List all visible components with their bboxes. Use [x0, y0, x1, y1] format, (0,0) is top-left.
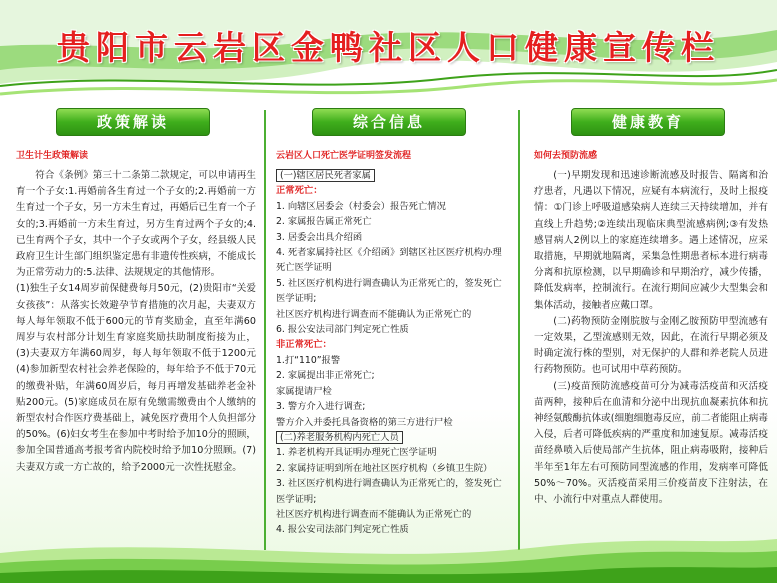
- procedure-step-text: (二)养老服务机构内死亡人员: [276, 431, 403, 444]
- policy-header: 政策解读: [56, 108, 210, 136]
- health-column: [528, 108, 768, 508]
- page-title: 贵阳市云岩区金鸭社区人口健康宣传栏: [57, 28, 720, 67]
- procedure-step: [276, 276, 508, 307]
- procedure-step-text: 1. 养老机构开具证明办理死亡医学证明: [276, 447, 437, 459]
- procedure-list: [276, 168, 508, 538]
- health-paragraph: (三)疫苗预防流感疫苗可分为减毒活疫苗和灭活疫苗两种，接种后在血清和分泌中出现抗血凝素抗体和抗神经氨酸酶抗体或(细胞细胞毒反应，前二者能阻止病毒入侵，后者可降低疾病的严重度和加速复原。减毒活疫苗经鼻喷入后使局部产生抗体，阻止病毒吸附，接种后半年至1年左右可预防同型流感的作用，发病率可降低50%～70%。灭活疫苗采用三价疫苗皮下注射法，在中、小流行中对重点人群使用。: [534, 380, 768, 506]
- procedure-step: [276, 507, 508, 522]
- procedure-step-text: 3. 社区医疗机构进行调查确认为正常死亡的，签发死亡医学证明;: [276, 478, 502, 505]
- info-subtitle: 云岩区人口死亡医学证明签发流程: [276, 151, 412, 161]
- procedure-step: [276, 476, 508, 507]
- procedure-step: [276, 230, 508, 245]
- procedure-step-text: 1. 向辖区居委会（村委会）报告死亡情况: [276, 200, 446, 212]
- procedure-step: [276, 384, 508, 399]
- column-divider: [518, 110, 520, 550]
- procedure-step-text: 非正常死亡：: [276, 339, 332, 351]
- procedure-step: [276, 245, 508, 276]
- info-header: 综合信息: [312, 108, 466, 136]
- procedure-step: [276, 430, 508, 445]
- procedure-step-text: 1.打“110”报警: [276, 354, 341, 366]
- procedure-step: [276, 368, 508, 383]
- health-paragraph: (一)早期发现和迅速诊断流感及时报告、隔离和治疗患者，凡遇以下情况，应疑有本病流行，及时上报疫情：①门诊上呼吸道感染病人连续三天持续增加，并有直线上升趋势;②连续出现临床典型流感病例;③有发热感冒病人2例以上的家庭连续增多。遇上述情况，应采取措施，早期就地隔离，采集急性期患者标本进行病毒分离和抗原检测，以早期确诊和早期治疗，减少传播，降低发病率，控制流行。在流行期间应减少大型集会和集体活动，接触者应戴口罩。: [534, 170, 768, 311]
- procedure-step-text: 2. 家属报告属正常死亡: [276, 216, 372, 228]
- procedure-step-text: 5. 社区医疗机构进行调查确认为正常死亡的，签发死亡医学证明;: [276, 277, 502, 305]
- policy-paragraph: (1)独生子女14周岁前保健费每月50元，(2)贵阳市“关爱女孩孩”：从落实长效避孕节育措施的次月起，夫妻双方每人每年领取不低于600元的节育奖励金，直至年满60周岁与农村部分计划生育家庭奖励扶助制度衔接为止，(3)夫妻双方年满60周岁，每人每年领取不低于1200元(4)参加新型农村社会养老保险的，每年给予不低于70元的缴费补贴，年满60周岁后，每月再增发基础养老金补贴200元。(5)家庭成员在原有免缴需缴费由个人缴纳的新型农村合作医疗费基础上，减免医疗费用个人负担部分的50%。(6)妇女考生在参加中考时给予加10分的照顾，参加全国普通高考报考省内院校时给予加10分照顾。(7)夫妻双方或一方亡故的，给予2000元一次性抚慰金。: [16, 283, 256, 473]
- procedure-step: [276, 445, 508, 460]
- procedure-step-text: 3. 警方介入进行调查;: [276, 401, 366, 413]
- policy-paragraph: 符合《条例》第三十二条第二款规定，可以申请再生育一个子女:1.再婚前各生育过一个子女的;2.再婚前一方生育过一个子女，另一方未生育过，再婚后已生育一个子女的;3.再婚前一方未生育过，另方生育过两个子女的;4.已生育两个子女，其中一个子女或两个子女，经县级人民政府卫生计生部门组织鉴定患有非遗传性疾病，不能成长为正常劳动力的:5.法律、法规规定的其他情形。: [16, 170, 256, 279]
- procedure-step-text: 家属提请尸检: [276, 385, 332, 397]
- info-column: [270, 108, 508, 538]
- column-divider: [264, 110, 266, 550]
- procedure-step-text: 2. 家属持证明到所在地社区医疗机构（乡镇卫生院）: [276, 462, 493, 474]
- procedure-step-text: 社区医疗机构进行调查而不能确认为正常死亡的: [276, 308, 472, 320]
- procedure-step: [276, 337, 508, 352]
- procedure-step: [276, 399, 508, 414]
- procedure-step-text: 正常死亡：: [276, 185, 323, 197]
- procedure-step-text: 警方介入并委托具备资格的第三方进行尸检: [276, 416, 453, 428]
- policy-column: [10, 108, 256, 476]
- procedure-step-text: 6. 报公安法司部门判定死亡性质: [276, 324, 409, 336]
- procedure-step: [276, 307, 508, 322]
- procedure-step-text: 2. 家属提出非正常死亡;: [276, 370, 375, 382]
- procedure-step-text: (一)辖区居民死者家属: [276, 169, 375, 182]
- health-paragraph: (二)药物预防金刚脘胺与金刚乙胺预防甲型流感有一定效果，乙型流感则无效，因此，在流行早期必须及时确定流行株的型别，对无保护的人群和养老院人员进行药物预防。也可试用中草药预防。: [534, 315, 768, 376]
- procedure-step-text: 社区医疗机构进行调查而不能确认为正常死亡的: [276, 508, 472, 520]
- health-header: 健康教育: [571, 108, 725, 136]
- procedure-step: [276, 322, 508, 337]
- procedure-step: [276, 353, 508, 368]
- bottom-wave-decoration: [0, 523, 777, 583]
- procedure-step: [276, 168, 508, 183]
- procedure-step: [276, 461, 508, 476]
- procedure-step: [276, 183, 508, 198]
- procedure-step-text: 4. 死者家属持社区《介绍函》到辖区社区医疗机构办理死亡医学证明: [276, 247, 502, 274]
- procedure-step-text: 3. 居委会出具介绍函: [276, 231, 363, 243]
- procedure-step: [276, 415, 508, 430]
- health-subtitle: 如何去预防流感: [534, 151, 598, 161]
- procedure-step: [276, 214, 508, 229]
- policy-subtitle: 卫生计生政策解读: [16, 151, 89, 161]
- procedure-step: [276, 199, 508, 214]
- procedure-step-text: 4. 报公安司法部门判定死亡性质: [276, 524, 409, 536]
